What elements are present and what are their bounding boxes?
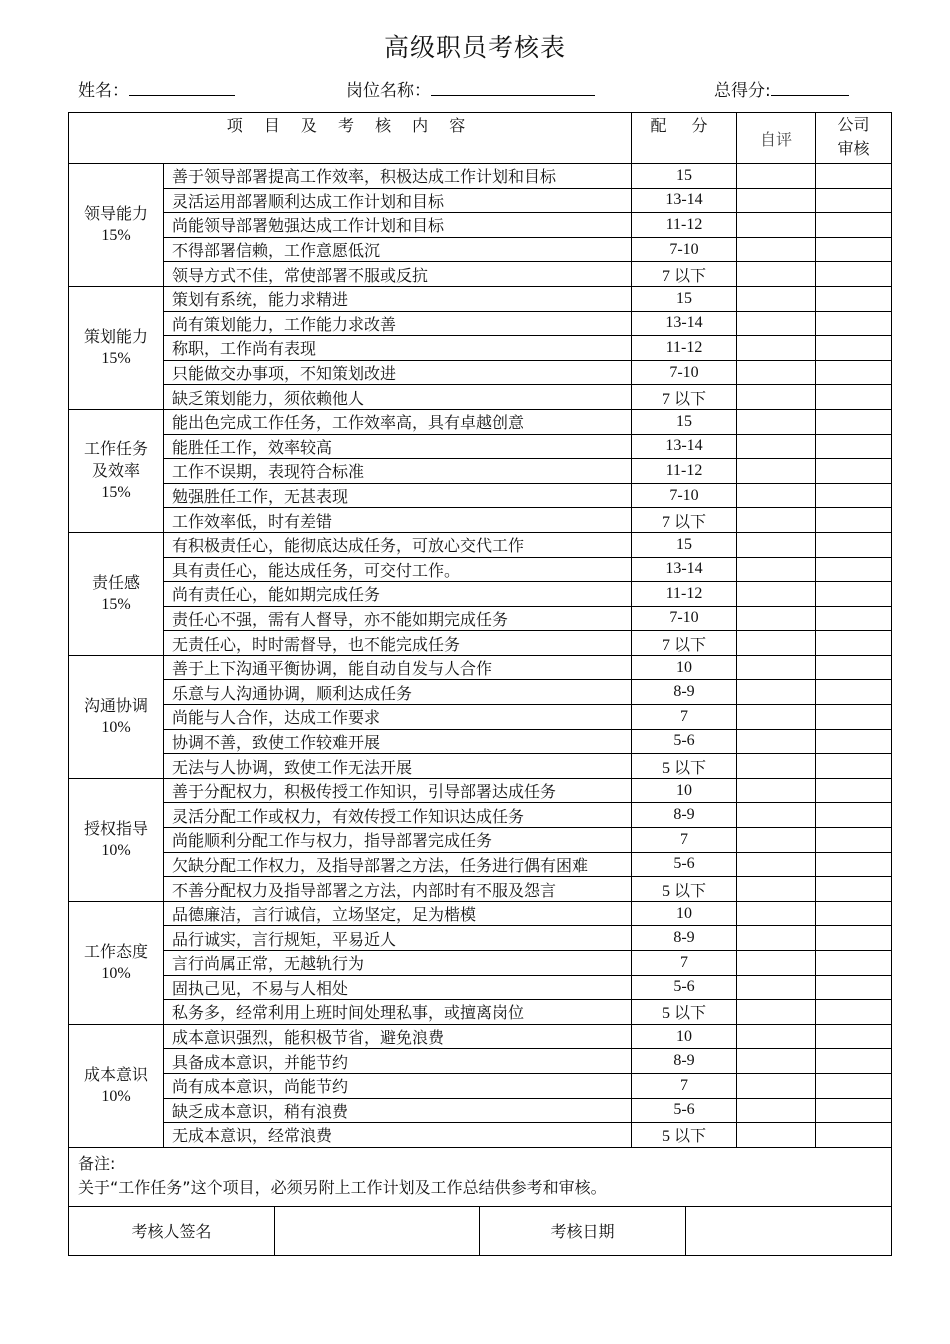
company-review-cell[interactable] bbox=[816, 1000, 892, 1025]
table-row bbox=[69, 631, 892, 656]
criterion-text: 不得部署信赖，工作意愿低沉 bbox=[164, 237, 632, 262]
table-row bbox=[69, 877, 892, 902]
criterion-text: 善于分配权力，积极传授工作知识，引导部署达成任务 bbox=[164, 778, 632, 803]
category-name: 工作任务 bbox=[83, 438, 148, 458]
signature-table bbox=[68, 1206, 892, 1257]
table-row bbox=[69, 852, 892, 877]
name-input-line[interactable] bbox=[129, 81, 235, 96]
company-review-cell[interactable] bbox=[816, 754, 892, 779]
criterion-text: 勉强胜任工作，无甚表现 bbox=[164, 483, 632, 508]
criterion-score: 13-14 bbox=[632, 188, 737, 213]
self-eval-cell[interactable] bbox=[737, 1000, 816, 1025]
criterion-score: 7 bbox=[632, 951, 737, 976]
table-row bbox=[69, 385, 892, 410]
table-row bbox=[69, 237, 892, 262]
company-review-cell[interactable] bbox=[816, 1024, 892, 1049]
company-review-cell[interactable] bbox=[816, 508, 892, 533]
criterion-text: 工作效率低，时有差错 bbox=[164, 508, 632, 533]
table-row bbox=[69, 336, 892, 361]
criterion-score: 11-12 bbox=[632, 336, 737, 361]
category-weight: 10% bbox=[101, 1087, 131, 1105]
name-field bbox=[78, 76, 235, 101]
category-name: 授权指导 bbox=[83, 818, 148, 838]
self-eval-cell[interactable] bbox=[737, 409, 816, 434]
total-score-field bbox=[714, 76, 849, 101]
category-cell bbox=[69, 164, 164, 287]
total-score-label: 总得分: bbox=[714, 81, 771, 101]
table-row bbox=[69, 778, 892, 803]
table-row bbox=[69, 1123, 892, 1148]
table-row bbox=[69, 975, 892, 1000]
notes-label: 备注: bbox=[78, 1153, 116, 1173]
table-row bbox=[69, 1024, 892, 1049]
self-eval-cell[interactable] bbox=[737, 1049, 816, 1074]
criterion-text: 乐意与人沟通协调，顺利达成任务 bbox=[164, 680, 632, 705]
criterion-score: 5-6 bbox=[632, 852, 737, 877]
criterion-score: 5-6 bbox=[632, 975, 737, 1000]
criterion-text: 缺乏策划能力，须依赖他人 bbox=[164, 385, 632, 410]
table-row bbox=[69, 164, 892, 189]
table-row bbox=[69, 582, 892, 607]
review-date-field[interactable] bbox=[686, 1206, 892, 1256]
company-review-cell[interactable] bbox=[816, 606, 892, 631]
criterion-score: 15 bbox=[632, 532, 737, 557]
position-input-line[interactable] bbox=[431, 81, 595, 96]
company-review-cell[interactable] bbox=[816, 237, 892, 262]
self-eval-cell[interactable] bbox=[737, 434, 816, 459]
criterion-text: 灵活分配工作或权力，有效传授工作知识达成任务 bbox=[164, 803, 632, 828]
table-row bbox=[69, 1098, 892, 1123]
company-review-cell[interactable] bbox=[816, 655, 892, 680]
company-review-cell[interactable] bbox=[816, 1123, 892, 1148]
self-eval-cell[interactable] bbox=[737, 582, 816, 607]
table-row bbox=[69, 434, 892, 459]
table-row bbox=[69, 1049, 892, 1074]
criterion-score: 7 以下 bbox=[632, 508, 737, 533]
category-weight: 15% bbox=[101, 349, 131, 367]
self-eval-cell[interactable] bbox=[737, 828, 816, 853]
self-eval-cell[interactable] bbox=[737, 975, 816, 1000]
table-row bbox=[69, 901, 892, 926]
criterion-score: 7 bbox=[632, 1073, 737, 1098]
criterion-text: 言行尚属正常，无越轨行为 bbox=[164, 951, 632, 976]
criterion-score: 5 以下 bbox=[632, 754, 737, 779]
self-eval-cell[interactable] bbox=[737, 705, 816, 730]
company-review-cell[interactable] bbox=[816, 360, 892, 385]
table-row bbox=[69, 188, 892, 213]
signature-row bbox=[69, 1206, 892, 1256]
criterion-score: 13-14 bbox=[632, 434, 737, 459]
category-name: 策划能力 bbox=[83, 326, 148, 346]
table-row bbox=[69, 606, 892, 631]
criterion-text: 无法与人协调，致使工作无法开展 bbox=[164, 754, 632, 779]
table-row bbox=[69, 828, 892, 853]
criterion-score: 7-10 bbox=[632, 483, 737, 508]
self-eval-cell[interactable] bbox=[737, 729, 816, 754]
self-eval-cell[interactable] bbox=[737, 262, 816, 287]
table-row bbox=[69, 1073, 892, 1098]
criterion-text: 只能做交办事项，不知策划改进 bbox=[164, 360, 632, 385]
criterion-score: 8-9 bbox=[632, 1049, 737, 1074]
content-column-header: 项 目 及 考 核 内 容 bbox=[69, 113, 632, 164]
criterion-score: 7 bbox=[632, 705, 737, 730]
table-row bbox=[69, 754, 892, 779]
criterion-score: 5-6 bbox=[632, 1098, 737, 1123]
self-eval-cell[interactable] bbox=[737, 557, 816, 582]
criterion-text: 责任心不强，需有人督导，亦不能如期完成任务 bbox=[164, 606, 632, 631]
criterion-score: 5-6 bbox=[632, 729, 737, 754]
criterion-score: 8-9 bbox=[632, 803, 737, 828]
self-eval-cell[interactable] bbox=[737, 459, 816, 484]
company-review-cell[interactable] bbox=[816, 877, 892, 902]
category-name: 及效率 bbox=[91, 460, 140, 480]
self-eval-cell[interactable] bbox=[737, 385, 816, 410]
table-row bbox=[69, 1000, 892, 1025]
table-row bbox=[69, 655, 892, 680]
self-eval-cell[interactable] bbox=[737, 680, 816, 705]
company-review-cell[interactable] bbox=[816, 434, 892, 459]
self-eval-cell[interactable] bbox=[737, 1098, 816, 1123]
table-row bbox=[69, 311, 892, 336]
company-review-cell[interactable] bbox=[816, 385, 892, 410]
company-review-cell[interactable] bbox=[816, 582, 892, 607]
criterion-score: 5 以下 bbox=[632, 1000, 737, 1025]
company-review-cell[interactable] bbox=[816, 778, 892, 803]
criterion-score: 15 bbox=[632, 286, 737, 311]
criterion-text: 尚有成本意识，尚能节约 bbox=[164, 1073, 632, 1098]
company-review-cell[interactable] bbox=[816, 852, 892, 877]
criterion-score: 11-12 bbox=[632, 213, 737, 238]
criterion-score: 7 以下 bbox=[632, 385, 737, 410]
company-review-cell[interactable] bbox=[816, 262, 892, 287]
table-row bbox=[69, 951, 892, 976]
category-cell bbox=[69, 286, 164, 409]
self-eval-cell[interactable] bbox=[737, 508, 816, 533]
self-eval-cell[interactable] bbox=[737, 1024, 816, 1049]
criterion-text: 灵活运用部署顺利达成工作计划和目标 bbox=[164, 188, 632, 213]
category-cell bbox=[69, 778, 164, 901]
self-eval-column-header: 自评 bbox=[737, 113, 816, 164]
category-weight: 10% bbox=[101, 841, 131, 859]
category-cell bbox=[69, 409, 164, 532]
criterion-text: 尚能与人合作，达成工作要求 bbox=[164, 705, 632, 730]
company-review-cell[interactable] bbox=[816, 164, 892, 189]
self-eval-cell[interactable] bbox=[737, 655, 816, 680]
criterion-score: 10 bbox=[632, 778, 737, 803]
company-review-header-line1: 公司 bbox=[837, 115, 870, 134]
criterion-text: 协调不善，致使工作较难开展 bbox=[164, 729, 632, 754]
criterion-score: 7 bbox=[632, 828, 737, 853]
company-review-cell[interactable] bbox=[816, 483, 892, 508]
company-review-cell[interactable] bbox=[816, 336, 892, 361]
criterion-score: 15 bbox=[632, 164, 737, 189]
company-review-cell[interactable] bbox=[816, 213, 892, 238]
table-row bbox=[69, 729, 892, 754]
criterion-text: 有积极责任心，能彻底达成任务，可放心交代工作 bbox=[164, 532, 632, 557]
criterion-text: 固执己见，不易与人相处 bbox=[164, 975, 632, 1000]
criterion-text: 缺乏成本意识，稍有浪费 bbox=[164, 1098, 632, 1123]
company-review-cell[interactable] bbox=[816, 557, 892, 582]
criterion-score: 15 bbox=[632, 409, 737, 434]
self-eval-cell[interactable] bbox=[737, 188, 816, 213]
table-row bbox=[69, 680, 892, 705]
criterion-text: 无责任心，时时需督导，也不能完成任务 bbox=[164, 631, 632, 656]
company-review-cell[interactable] bbox=[816, 729, 892, 754]
company-review-header-line2: 审核 bbox=[837, 139, 870, 158]
category-cell bbox=[69, 532, 164, 655]
self-eval-cell[interactable] bbox=[737, 483, 816, 508]
score-column-header: 配 分 bbox=[632, 113, 737, 164]
self-eval-cell[interactable] bbox=[737, 237, 816, 262]
table-row bbox=[69, 286, 892, 311]
company-review-cell[interactable] bbox=[816, 631, 892, 656]
self-eval-cell[interactable] bbox=[737, 926, 816, 951]
self-eval-cell[interactable] bbox=[737, 213, 816, 238]
company-review-cell[interactable] bbox=[816, 286, 892, 311]
criterion-text: 具备成本意识，并能节约 bbox=[164, 1049, 632, 1074]
criterion-text: 称职，工作尚有表现 bbox=[164, 336, 632, 361]
criterion-text: 工作不误期，表现符合标准 bbox=[164, 459, 632, 484]
criterion-text: 无成本意识，经常浪费 bbox=[164, 1123, 632, 1148]
reviewer-signature-field[interactable] bbox=[275, 1206, 480, 1256]
category-name: 成本意识 bbox=[83, 1064, 148, 1084]
criterion-score: 7 以下 bbox=[632, 262, 737, 287]
company-review-cell[interactable] bbox=[816, 705, 892, 730]
table-row bbox=[69, 705, 892, 730]
table-row bbox=[69, 532, 892, 557]
criterion-score: 7-10 bbox=[632, 606, 737, 631]
table-row bbox=[69, 926, 892, 951]
criterion-text: 私务多，经常利用上班时间处理私事，或擅离岗位 bbox=[164, 1000, 632, 1025]
self-eval-cell[interactable] bbox=[737, 286, 816, 311]
self-eval-cell[interactable] bbox=[737, 951, 816, 976]
category-name: 责任感 bbox=[91, 572, 140, 592]
notes-cell bbox=[69, 1147, 892, 1206]
criterion-score: 13-14 bbox=[632, 311, 737, 336]
table-row bbox=[69, 557, 892, 582]
criterion-text: 善于领导部署提高工作效率，积极达成工作计划和目标 bbox=[164, 164, 632, 189]
self-eval-cell[interactable] bbox=[737, 852, 816, 877]
criterion-score: 5 以下 bbox=[632, 877, 737, 902]
criterion-score: 13-14 bbox=[632, 557, 737, 582]
company-review-cell[interactable] bbox=[816, 680, 892, 705]
company-review-cell[interactable] bbox=[816, 951, 892, 976]
company-review-cell[interactable] bbox=[816, 188, 892, 213]
category-weight: 10% bbox=[101, 718, 131, 736]
criterion-text: 品德廉洁，言行诚信，立场坚定，足为楷模 bbox=[164, 901, 632, 926]
page-title: 高级职员考核表 bbox=[383, 33, 566, 62]
company-review-cell[interactable] bbox=[816, 975, 892, 1000]
self-eval-cell[interactable] bbox=[737, 1123, 816, 1148]
criterion-text: 策划有系统，能力求精进 bbox=[164, 286, 632, 311]
company-review-cell[interactable] bbox=[816, 1098, 892, 1123]
criterion-text: 不善分配权力及指导部署之方法，内部时有不服及怨言 bbox=[164, 877, 632, 902]
self-eval-cell[interactable] bbox=[737, 631, 816, 656]
criterion-score: 7 以下 bbox=[632, 631, 737, 656]
criterion-score: 10 bbox=[632, 655, 737, 680]
category-weight: 15% bbox=[101, 483, 131, 501]
name-label: 姓名： bbox=[78, 81, 129, 101]
review-date-label: 考核日期 bbox=[480, 1206, 686, 1256]
category-weight: 15% bbox=[101, 226, 131, 244]
total-score-input-line[interactable] bbox=[771, 81, 849, 96]
criterion-text: 成本意识强烈，能积极节省，避免浪费 bbox=[164, 1024, 632, 1049]
self-eval-cell[interactable] bbox=[737, 877, 816, 902]
position-label: 岗位名称： bbox=[346, 81, 431, 101]
self-eval-cell[interactable] bbox=[737, 311, 816, 336]
criterion-text: 善于上下沟通平衡协调，能自动自发与人合作 bbox=[164, 655, 632, 680]
company-review-cell[interactable] bbox=[816, 828, 892, 853]
self-eval-cell[interactable] bbox=[737, 754, 816, 779]
self-eval-cell[interactable] bbox=[737, 1073, 816, 1098]
criterion-text: 尚能领导部署勉强达成工作计划和目标 bbox=[164, 213, 632, 238]
criterion-score: 7-10 bbox=[632, 237, 737, 262]
category-weight: 10% bbox=[101, 964, 131, 982]
criterion-text: 尚有策划能力，工作能力求改善 bbox=[164, 311, 632, 336]
position-field bbox=[346, 76, 595, 101]
criterion-text: 尚有责任心，能如期完成任务 bbox=[164, 582, 632, 607]
table-row bbox=[69, 360, 892, 385]
criterion-text: 能出色完成工作任务，工作效率高，具有卓越创意 bbox=[164, 409, 632, 434]
table-header-row bbox=[69, 113, 892, 164]
criterion-score: 7-10 bbox=[632, 360, 737, 385]
table-row bbox=[69, 483, 892, 508]
company-review-cell[interactable] bbox=[816, 803, 892, 828]
reviewer-signature-label: 考核人签名 bbox=[69, 1206, 275, 1256]
company-review-cell[interactable] bbox=[816, 459, 892, 484]
company-review-column-header bbox=[816, 113, 892, 164]
table-row bbox=[69, 508, 892, 533]
category-name: 领导能力 bbox=[83, 203, 148, 223]
company-review-cell[interactable] bbox=[816, 1049, 892, 1074]
self-eval-cell[interactable] bbox=[737, 803, 816, 828]
criterion-text: 具有责任心，能达成任务，可交付工作。 bbox=[164, 557, 632, 582]
criterion-text: 品行诚实，言行规矩，平易近人 bbox=[164, 926, 632, 951]
table-row bbox=[69, 262, 892, 287]
self-eval-cell[interactable] bbox=[737, 336, 816, 361]
company-review-cell[interactable] bbox=[816, 926, 892, 951]
company-review-cell[interactable] bbox=[816, 901, 892, 926]
category-cell bbox=[69, 1024, 164, 1147]
company-review-cell[interactable] bbox=[816, 532, 892, 557]
self-eval-cell[interactable] bbox=[737, 360, 816, 385]
criterion-score: 8-9 bbox=[632, 680, 737, 705]
criterion-score: 11-12 bbox=[632, 459, 737, 484]
table-row bbox=[69, 803, 892, 828]
table-row bbox=[69, 213, 892, 238]
self-eval-cell[interactable] bbox=[737, 778, 816, 803]
criterion-text: 尚能顺利分配工作与权力，指导部署完成任务 bbox=[164, 828, 632, 853]
assessment-table bbox=[68, 112, 892, 1207]
company-review-cell[interactable] bbox=[816, 409, 892, 434]
category-name: 沟通协调 bbox=[83, 695, 148, 715]
criterion-text: 领导方式不佳，常使部署不服或反抗 bbox=[164, 262, 632, 287]
company-review-cell[interactable] bbox=[816, 311, 892, 336]
self-eval-cell[interactable] bbox=[737, 901, 816, 926]
criterion-score: 5 以下 bbox=[632, 1123, 737, 1148]
criterion-text: 欠缺分配工作权力，及指导部署之方法，任务进行偶有困难 bbox=[164, 852, 632, 877]
criterion-text: 能胜任工作，效率较高 bbox=[164, 434, 632, 459]
criterion-score: 11-12 bbox=[632, 582, 737, 607]
category-cell bbox=[69, 901, 164, 1024]
self-eval-cell[interactable] bbox=[737, 164, 816, 189]
criterion-score: 10 bbox=[632, 901, 737, 926]
self-eval-cell[interactable] bbox=[737, 606, 816, 631]
category-weight: 15% bbox=[101, 595, 131, 613]
category-name: 工作态度 bbox=[83, 941, 148, 961]
table-row bbox=[69, 459, 892, 484]
category-cell bbox=[69, 655, 164, 778]
company-review-cell[interactable] bbox=[816, 1073, 892, 1098]
table-row bbox=[69, 409, 892, 434]
criterion-score: 8-9 bbox=[632, 926, 737, 951]
notes-row bbox=[69, 1147, 892, 1206]
self-eval-cell[interactable] bbox=[737, 532, 816, 557]
criterion-score: 10 bbox=[632, 1024, 737, 1049]
notes-text: 关于“工作任务”这个项目，必须另附上工作计划及工作总结供参考和审核。 bbox=[78, 1177, 607, 1197]
